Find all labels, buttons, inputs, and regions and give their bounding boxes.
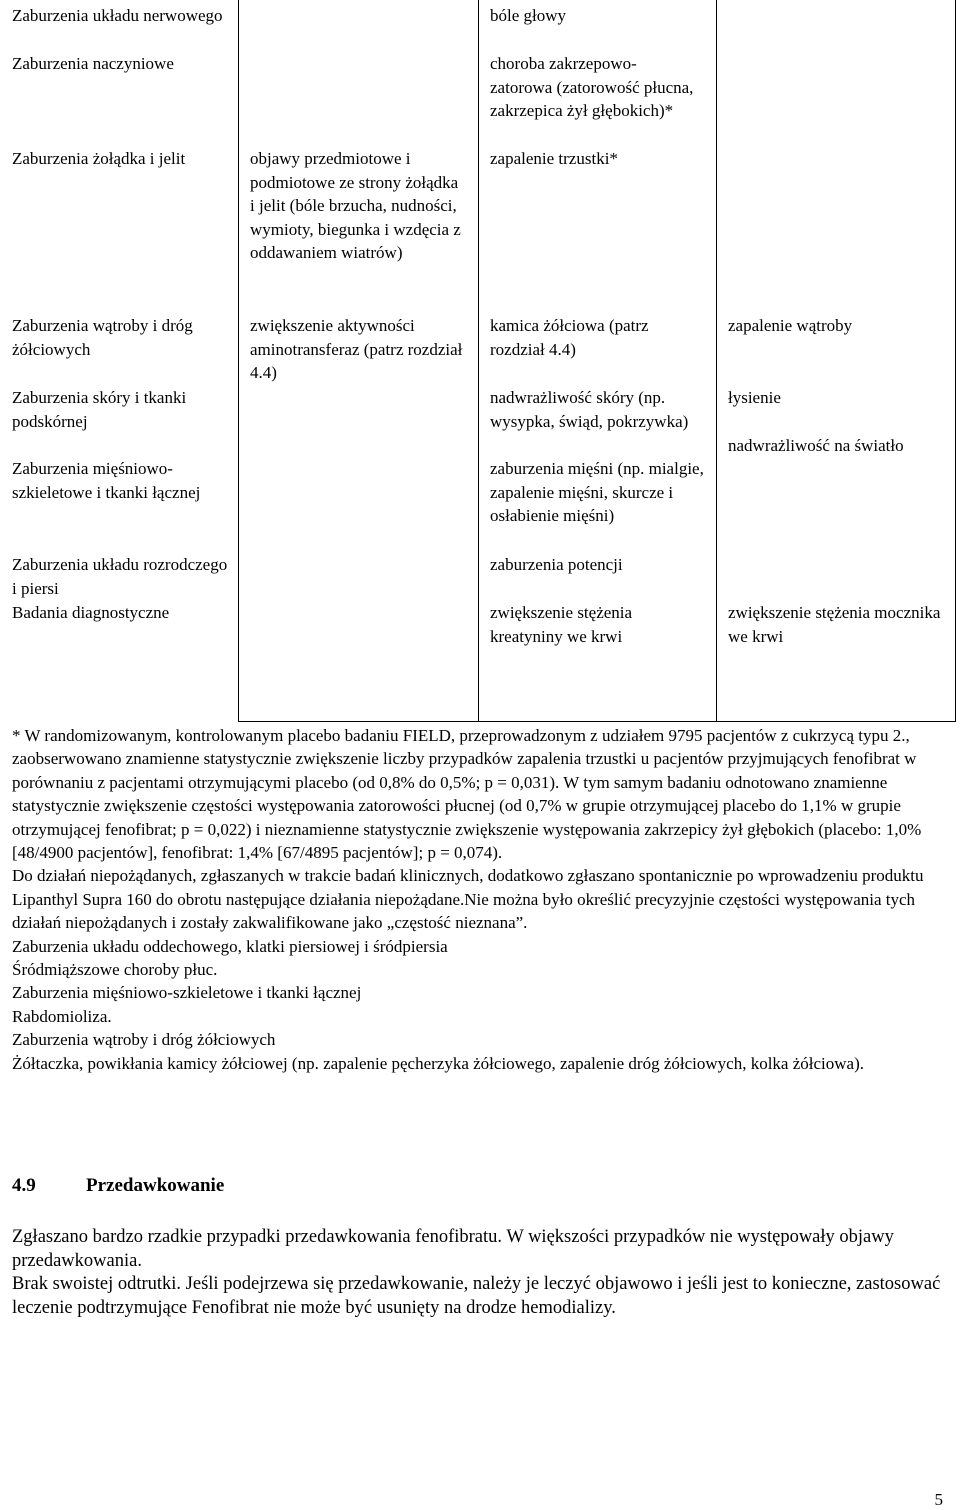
reaction-cell: zapalenie trzustki*	[490, 149, 618, 168]
organ-class-cell: Badania diagnostyczne	[12, 603, 170, 622]
reaction-line: Rabdomioliza.	[12, 1006, 112, 1026]
soc-heading: Zaburzenia mięśniowo-szkieletowe i tkanki łącznej	[12, 983, 362, 1003]
reaction-cell: kamica żółciowa (patrz rozdział 4.4)	[490, 316, 649, 359]
column-divider	[238, 0, 239, 722]
organ-class-cell: Zaburzenia układu nerwowego	[12, 6, 223, 25]
reaction-cell: zaburzenia mięśni (np. mialgie, zapalenie mięśni, skurcze i osłabienie mięśni)	[490, 459, 704, 525]
reaction-cell: nadwrażliwość na światło	[728, 436, 904, 455]
organ-class-cell: Zaburzenia żołądka i jelit	[12, 149, 186, 168]
reaction-cell: zwiększenie stężenia mocznika we krwi	[728, 603, 941, 646]
table-right-border	[955, 0, 956, 722]
reaction-cell: zwiększenie stężenia kreatyniny we krwi	[490, 603, 633, 646]
soc-heading: Zaburzenia układu oddechowego, klatki piersiowej i śródpiersia	[12, 936, 448, 956]
table-footnote	[12, 724, 947, 1075]
reaction-cell: objawy przedmiotowe i podmiotowe ze strony żołądka i jelit (bóle brzucha, nudności, wymioty, biegunka i wzdęcia z oddawaniem wiatrów)	[250, 149, 461, 262]
organ-class-cell: Zaburzenia wątroby i dróg żółciowych	[12, 316, 193, 359]
reaction-cell: zapalenie wątroby	[728, 316, 853, 335]
organ-class-cell: Zaburzenia układu rozrodczego i piersi	[12, 555, 228, 598]
overdose-paragraph: Zgłaszano bardzo rzadkie przypadki przedawkowania fenofibratu. W większości przypadków nie występowały objawy przedawkowania.	[12, 1227, 894, 1271]
footnote-paragraph	[12, 724, 947, 864]
reaction-cell: zaburzenia potencji	[490, 555, 623, 574]
table-bottom-border	[238, 721, 956, 722]
reaction-cell: zwiększenie aktywności aminotransferaz (patrz rozdział 4.4)	[250, 316, 463, 382]
column-divider	[716, 0, 717, 722]
overdose-text	[12, 1226, 947, 1320]
reaction-cell: łysienie	[728, 388, 781, 407]
organ-class-cell: Zaburzenia naczyniowe	[12, 54, 174, 73]
postmarketing-paragraph: Do działań niepożądanych, zgłaszanych w trakcie badań klinicznych, dodatkowo zgłaszano spontanicznie po wprowadzeniu produktu Lipanthyl Supra 160 do obrotu następujące działania niepożądane.Nie można było określić precyzyjnie częstości występowania tych działań niepożądanych i zostały zakwalifikowane jako „częstość nieznana”.	[12, 866, 924, 933]
overdose-paragraph: Brak swoistej odtrutki. Jeśli podejrzewa się przedawkowanie, należy je leczyć objawowo i jeśli jest to konieczne, zastosować leczenie podtrzymujące Fenofibrat nie może być usunięty na drodze hemodializy.	[12, 1274, 941, 1318]
reaction-cell: bóle głowy	[490, 6, 567, 25]
organ-class-cell: Zaburzenia skóry i tkanki podskórnej	[12, 388, 187, 431]
reaction-cell: nadwrażliwość skóry (np. wysypka, świąd, pokrzywka)	[490, 388, 689, 431]
page-number: 5	[934, 1490, 943, 1509]
footnote-text: W randomizowanym, kontrolowanym placebo badaniu FIELD, przeprowadzonym z udziałem 9795 pacjentów z cukrzycą typu 2., zaobserwowano znamienne statystycznie zwiększenie liczby przypadków zapalenia trzustki u pacjentów przyjmujących fenofibrat w porównaniu z pacjentami otrzymującymi placebo (od 0,8% do 0,5%; p = 0,031). W tym samym badaniu odnotowano znamienne statystycznie zwiększenie częstości występowania zatorowości płucnej (od 0,7% w grupie otrzymującej placebo do 1,1% w grupie otrzymującej fenofibrat; p = 0,022) i nieznamienne statystycznie zwiększenie występowania zakrzepicy żył głębokich (placebo: 1,0% [48/4900 pacjentów], fenofibrat: 1,4% [67/4895 pacjentów]; p = 0,074).	[12, 726, 922, 863]
section-heading	[12, 1175, 224, 1197]
organ-class-cell: Zaburzenia mięśniowo-szkieletowe i tkanki łącznej	[12, 459, 201, 502]
section-number: 4.9	[12, 1175, 36, 1196]
soc-heading: Zaburzenia wątroby i dróg żółciowych	[12, 1030, 276, 1050]
reaction-line: Żółtaczka, powikłania kamicy żółciowej (np. zapalenie pęcherzyka żółciowego, zapalenie dróg żółciowych, kolka żółciowa).	[12, 1053, 864, 1073]
reaction-line: Śródmiąższowe choroby płuc.	[12, 960, 218, 980]
asterisk-marker: *	[12, 726, 21, 745]
adverse-reactions-table	[0, 0, 960, 722]
section-title: Przedawkowanie	[86, 1175, 225, 1196]
column-divider	[478, 0, 479, 722]
reaction-cell: choroba zakrzepowo-zatorowa (zatorowość płucna, zakrzepica żył głębokich)*	[490, 54, 694, 120]
